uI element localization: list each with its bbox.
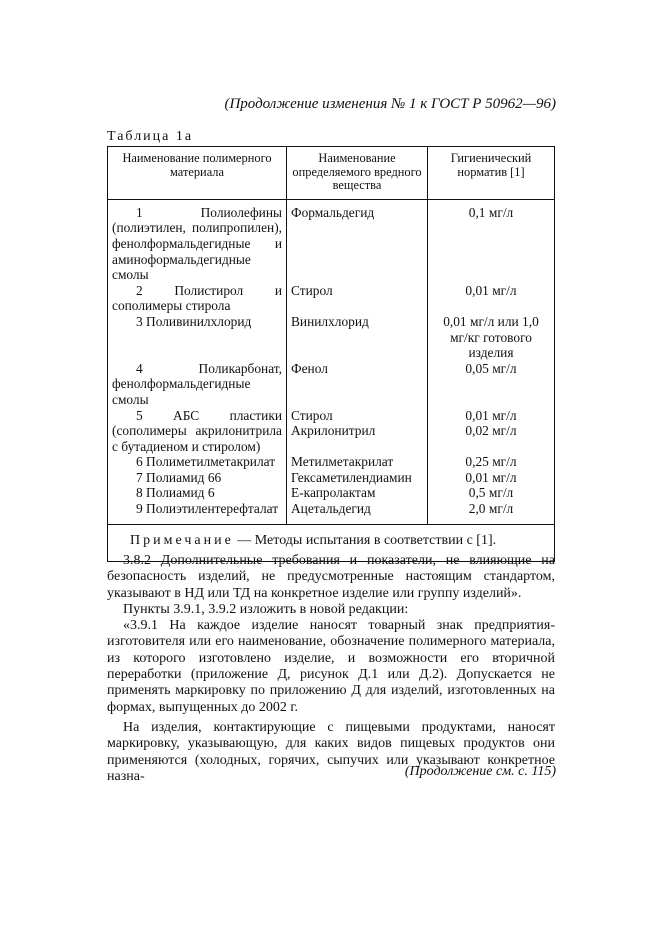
cell-norm: 0,01 мг/л 0,02 мг/л (428, 408, 555, 455)
page-header: (Продолжение изменения № 1 к ГОСТ Р 50962—96) (224, 96, 556, 112)
cell-material: 9 Полиэтилентерефталат (108, 501, 287, 524)
cell-norm: 0,01 мг/л (428, 470, 555, 486)
table-row (108, 314, 555, 361)
cell-substance: Е-капролактам (287, 485, 428, 501)
cell-norm: 0,05 мг/л (428, 361, 555, 408)
table-row (108, 408, 555, 455)
table-row (108, 485, 555, 501)
table-row (108, 283, 555, 314)
paragraph: На изделия, контактирующие с пищевыми продуктами, наносят маркировку, указывающую, для каких видов пищевых продуктов они применяются (холодных, горячих, сыпучих или указывают конкретное назна- (107, 719, 555, 784)
cell-substance: Метилметакрилат (287, 454, 428, 470)
cell-norm: 0,25 мг/л (428, 454, 555, 470)
cell-norm: 0,01 мг/л или 1,0 мг/кг готового изделия (428, 314, 555, 361)
cell-norm: 0,1 мг/л (428, 199, 555, 282)
body-text (107, 553, 555, 785)
cell-substance: Винилхлорид (287, 314, 428, 361)
table-row (108, 470, 555, 486)
cell-norm: 0,01 мг/л (428, 283, 555, 314)
header-substance: Наименование определяемого вредного вещества (287, 147, 428, 200)
table-row (108, 199, 555, 282)
paragraph: «3.9.1 На каждое изделие наносят товарный знак предприятия-изготовителя или его наименование, обозначение полимерного материала, из которого изготовлено изделие, и возможности его вторичной переработки (приложение Д, рисунок Д.1 или Д.2). Допускается не применять маркировку по приложению Д для изделий, изготовленных на формах, выпущенных до 2002 г. (107, 618, 555, 715)
cell-substance: Гексаметилендиамин (287, 470, 428, 486)
note-label: Примечание (130, 532, 234, 548)
cell-material: 7 Полиамид 66 (108, 470, 287, 486)
cell-material: 4 Поликарбонат, фенолформальдегидные смолы (108, 361, 287, 408)
cell-material: 8 Полиамид 6 (108, 485, 287, 501)
hygiene-norms-table (107, 146, 555, 562)
paragraph: Пункты 3.9.1, 3.9.2 изложить в новой редакции: (123, 601, 409, 617)
cell-material: 5 АБС пластики (сополимеры акрилонитрила с бутадиеном и стиролом) (108, 408, 287, 455)
cell-substance: Фенол (287, 361, 428, 408)
table-row (108, 361, 555, 408)
cell-material: 1 Полиолефины (полиэтилен, полипропилен), фенолформальдегидные и аминоформальдегидные смолы (108, 199, 287, 282)
cell-substance: Формальдегид (287, 199, 428, 282)
cell-material: 2 Полистирол и сополимеры стирола (108, 283, 287, 314)
header-material: Наименование полимерного материала (108, 147, 287, 200)
table-row (108, 454, 555, 470)
cell-substance: Ацетальдегид (287, 501, 428, 524)
cell-norm: 2,0 мг/л (428, 501, 555, 524)
paragraph: 3.8.2 Дополнительные требования и показатели, не влияющие на безопасность изделий, не предусмотренные настоящим стандартом, указывают в НД или ТД на конкретное изделие или группу изделий». (107, 553, 555, 601)
cell-substance: Стирол (287, 283, 428, 314)
cell-material: 3 Поливинилхлорид (108, 314, 287, 361)
table-header-row (108, 147, 555, 200)
header-norm: Гигиенический норматив [1] (428, 147, 555, 200)
table-row (108, 501, 555, 524)
cell-substance: Стирол Акрилонитрил (287, 408, 428, 455)
page-footer: (Продолжение см. с. 115) (404, 764, 556, 779)
cell-material: 6 Полиметилметакрилат (108, 454, 287, 470)
note-text: — Методы испытания в соответствии с [1]. (233, 532, 497, 548)
cell-norm: 0,5 мг/л (428, 485, 555, 501)
table-caption: Таблица 1а (107, 129, 194, 144)
